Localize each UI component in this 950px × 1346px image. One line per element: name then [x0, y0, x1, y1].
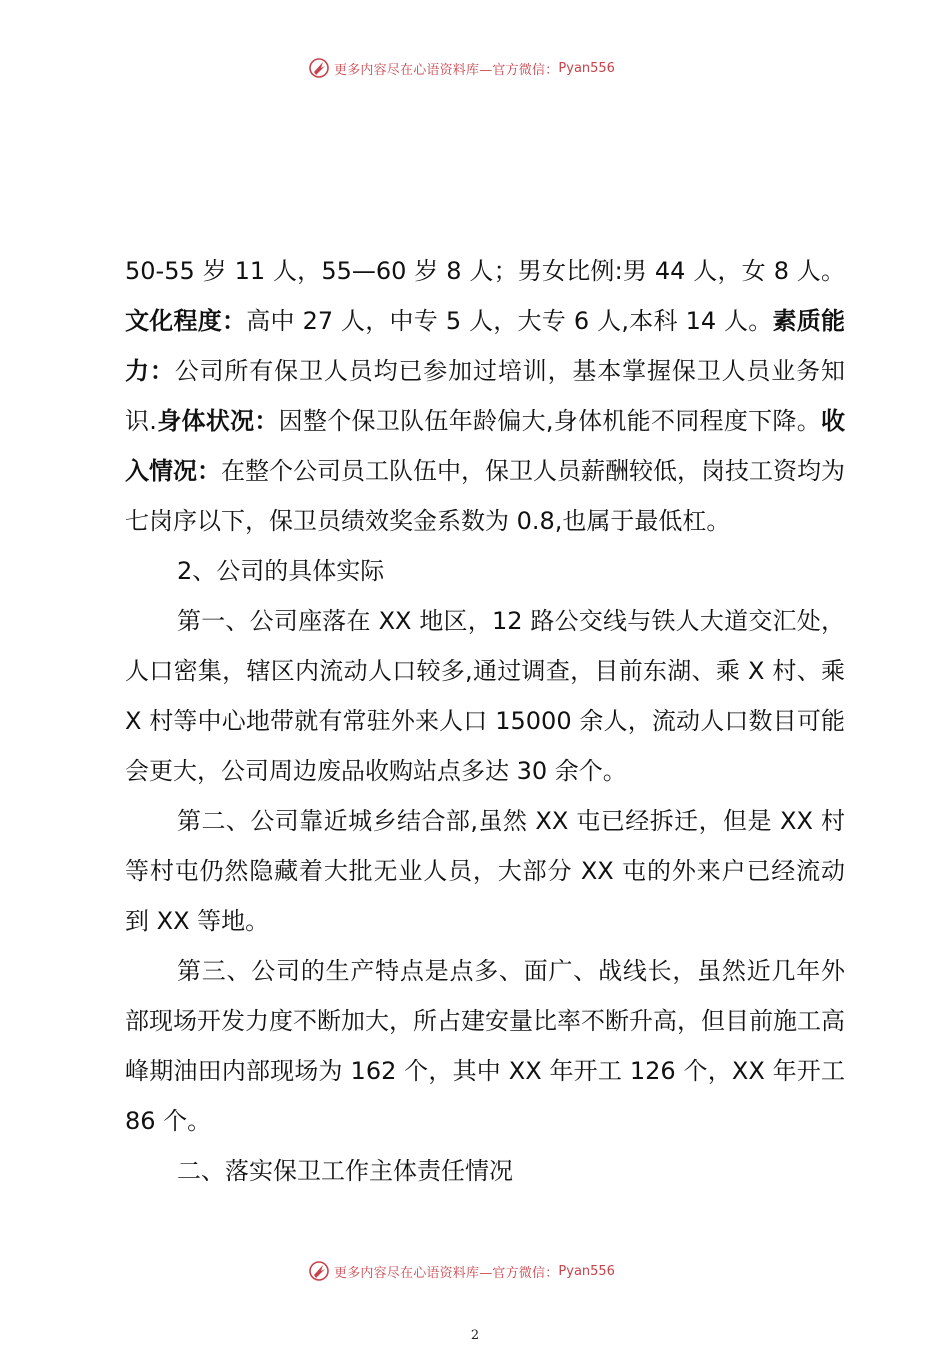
paragraph-second: 第二、公司靠近城乡结合部,虽然 XX 屯已经拆迁，但是 XX 村等村屯仍然隐藏着大批无业人员，大部分 XX 屯的外来户已经流动到 XX 等地。 — [125, 807, 845, 935]
section-heading-company-reality: 2、公司的具体实际 — [177, 557, 385, 585]
education-text: 高中 27 人，中专 5 人，大专 6 人,本科 14 人。 — [246, 307, 773, 335]
ability-text: 公司所有保卫人员均已参加过培训，基本掌握保卫人员业务知识. — [125, 357, 846, 435]
ability-heading: 素质能力： — [125, 307, 846, 385]
paragraph-staff-profile — [125, 246, 845, 546]
income-text: 在整个公司员工队伍中，保卫人员薪酬较低，岗技工资均为七岗序以下，保卫员绩效奖金系数为 0.8,也属于最低杠。 — [125, 457, 845, 535]
paragraph-first: 第一、公司座落在 XX 地区，12 路公交线与铁人大道交汇处，人口密集，辖区内流动人口较多,通过调查，目前东湖、乘 X 村、乘 X 村等中心地带就有常驻外来人口 15000 余人，流动人口数目可能会更大，公司周边废品收购站点多达 30 余个。 — [125, 607, 845, 785]
watermark-id: Pyan556 — [558, 1263, 615, 1279]
page-number: 2 — [470, 1328, 480, 1343]
health-text: 因整个保卫队伍年龄偏大,身体机能不同程度下降。 — [278, 407, 821, 435]
age-gender-text: 50-55 岁 11 人，55—60 岁 8 人；男女比例:男 44 人，女 8 人。 — [125, 257, 845, 285]
document-body — [125, 246, 845, 1196]
income-heading: 收入情况： — [125, 407, 845, 485]
watermark-footer — [308, 1260, 615, 1282]
logo-icon — [308, 57, 330, 79]
health-heading: 身体状况： — [156, 407, 279, 435]
logo-icon — [308, 1260, 330, 1282]
watermark-id: Pyan556 — [558, 60, 615, 76]
paragraph-third: 第三、公司的生产特点是点多、面广、战线长，虽然近几年外部现场开发力度不断加大，所占建安量比率不断升高，但目前施工高峰期油田内部现场为 162 个，其中 XX 年开工 126 个，XX 年开工 86 个。 — [125, 957, 845, 1135]
watermark-text: 更多内容尽在心语资料库—官方微信： — [334, 1265, 559, 1281]
watermark-text: 更多内容尽在心语资料库—官方微信： — [334, 62, 559, 78]
education-heading: 文化程度： — [125, 307, 247, 335]
watermark-header — [308, 57, 615, 79]
section-heading-responsibility: 二、落实保卫工作主体责任情况 — [177, 1157, 513, 1185]
